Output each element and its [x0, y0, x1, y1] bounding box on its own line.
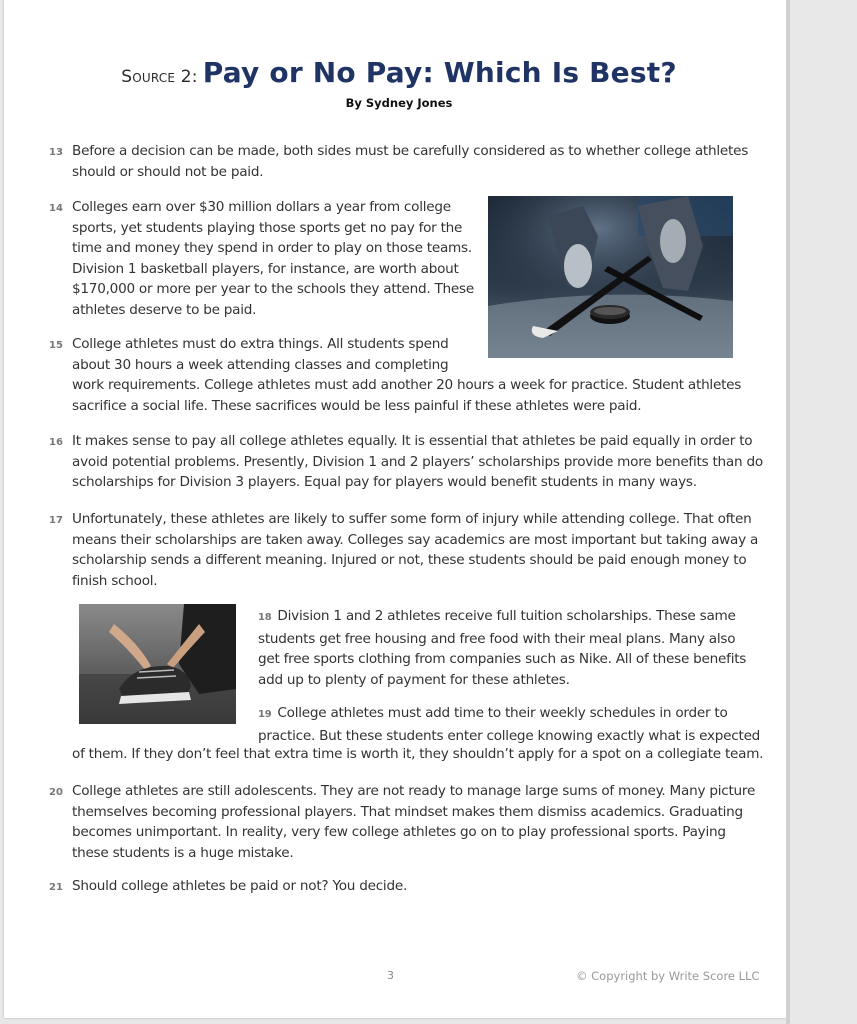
paragraph-line: College athletes must do extra things. All students spend — [72, 336, 449, 352]
paragraph-line: practice. But these students enter college knowing exactly what is expected — [258, 727, 761, 744]
paragraph-line: students get free housing and free food with their meal plans. Many also — [258, 630, 736, 647]
copyright-notice: © Copyright by Write Score LLC — [576, 969, 760, 983]
paragraph-line: It makes sense to pay all college athletes equally. It is essential that athletes be paid equally in order to — [72, 433, 753, 449]
page-edge-shadow — [786, 0, 790, 1024]
paragraph-number: 13 — [49, 147, 63, 158]
paragraph-number: 14 — [49, 203, 63, 214]
paragraph-line: get free sports clothing from companies such as Nike. All of these benefits — [258, 651, 747, 667]
paragraph-line: athletes deserve to be paid. — [72, 301, 257, 318]
paragraph-line: means their scholarships are taken away. Colleges say academics are most important but taking away a — [72, 531, 759, 548]
paragraph-line: $170,000 or more per year to the schools they attend. These — [72, 281, 474, 297]
page-title: Pay or No Pay: Which Is Best? — [202, 56, 677, 89]
paragraph-line: scholarships for Division 3 players. Equal pay for players would benefit students in many ways. — [72, 474, 697, 490]
paragraph-line: Unfortunately, these athletes are likely to suffer some form of injury while attending college. That often — [72, 511, 752, 527]
paragraph-line: avoid potential problems. Presently, Division 1 and 2 players’ scholarships provide more benefits than do — [72, 453, 763, 470]
paragraph-line: Division 1 basketball players, for instance, are worth about — [72, 260, 459, 277]
document-page — [4, 0, 786, 1018]
paragraph-line-text: College athletes must add time to their weekly schedules in order to — [277, 705, 728, 721]
paragraph-line: add up to plenty of payment for these athletes. — [258, 671, 570, 688]
paragraph-19-bottom — [72, 744, 763, 765]
paragraph-number: 17 — [49, 515, 63, 526]
paragraph-line: about 30 hours a week attending classes and completing — [72, 356, 449, 373]
paragraph-line: time and money they spend in order to play on those teams. — [72, 240, 472, 256]
paragraph-17 — [72, 509, 758, 591]
paragraph-18 — [258, 606, 746, 690]
paragraph-21 — [72, 876, 407, 897]
paragraph-line: of them. If they don’t feel that extra time is worth it, they shouldn’t apply for a spot on a collegiate team. — [72, 746, 764, 762]
paragraph-line: College athletes are still adolescents. They are not ready to manage large sums of money. Many picture — [72, 783, 756, 799]
shoe-lacing-photo — [79, 604, 236, 724]
paragraph-line: Colleges earn over $30 million dollars a year from college — [72, 199, 451, 215]
paragraph-number: 21 — [49, 882, 63, 893]
paragraph-line — [258, 606, 746, 629]
paragraph-20 — [72, 781, 755, 863]
page-number: 3 — [387, 969, 394, 982]
paragraph-line: sacrifice a social life. These sacrifices would be less painful if these athletes were paid. — [72, 397, 642, 414]
paragraph-number: 20 — [49, 787, 63, 798]
title-line — [4, 56, 794, 89]
paragraph-15 — [72, 334, 741, 416]
paragraph-line: themselves becoming professional players. That mindset makes them dismiss academics. Graduating — [72, 803, 743, 820]
paragraph-line: becomes unimportant. In reality, very few college athletes go on to play professional sports. Paying — [72, 824, 726, 840]
paragraph-line: scholarship sends a different meaning. Injured or not, these students should be paid enough money to — [72, 552, 747, 568]
paragraph-16 — [72, 431, 763, 493]
paragraph-line: work requirements. College athletes must add another 20 hours a week for practice. Student athletes — [72, 377, 742, 393]
paragraph-line: sports, yet students playing those sports get no pay for the — [72, 219, 463, 236]
paragraph-14 — [72, 197, 474, 320]
paragraph-line-text: Division 1 and 2 athletes receive full tuition scholarships. These same — [277, 608, 736, 624]
paragraph-line: Should college athletes be paid or not? You decide. — [72, 878, 408, 894]
paragraph-number: 16 — [49, 437, 63, 448]
paragraph-line: should or should not be paid. — [72, 163, 264, 180]
paragraph-line: finish school. — [72, 572, 158, 589]
source-label: Source 2: — [121, 67, 198, 87]
paragraph-13 — [72, 141, 748, 182]
paragraph-number: 19 — [258, 709, 272, 720]
paragraph-line: Before a decision can be made, both sides must be carefully considered as to whether college athletes — [72, 143, 749, 159]
paragraph-number: 15 — [49, 340, 63, 351]
paragraph-19-top — [258, 703, 760, 746]
paragraph-number: 18 — [258, 612, 272, 623]
paragraph-line: these students is a huge mistake. — [72, 844, 294, 861]
byline: By Sydney Jones — [345, 96, 453, 110]
paragraph-line — [258, 703, 760, 726]
